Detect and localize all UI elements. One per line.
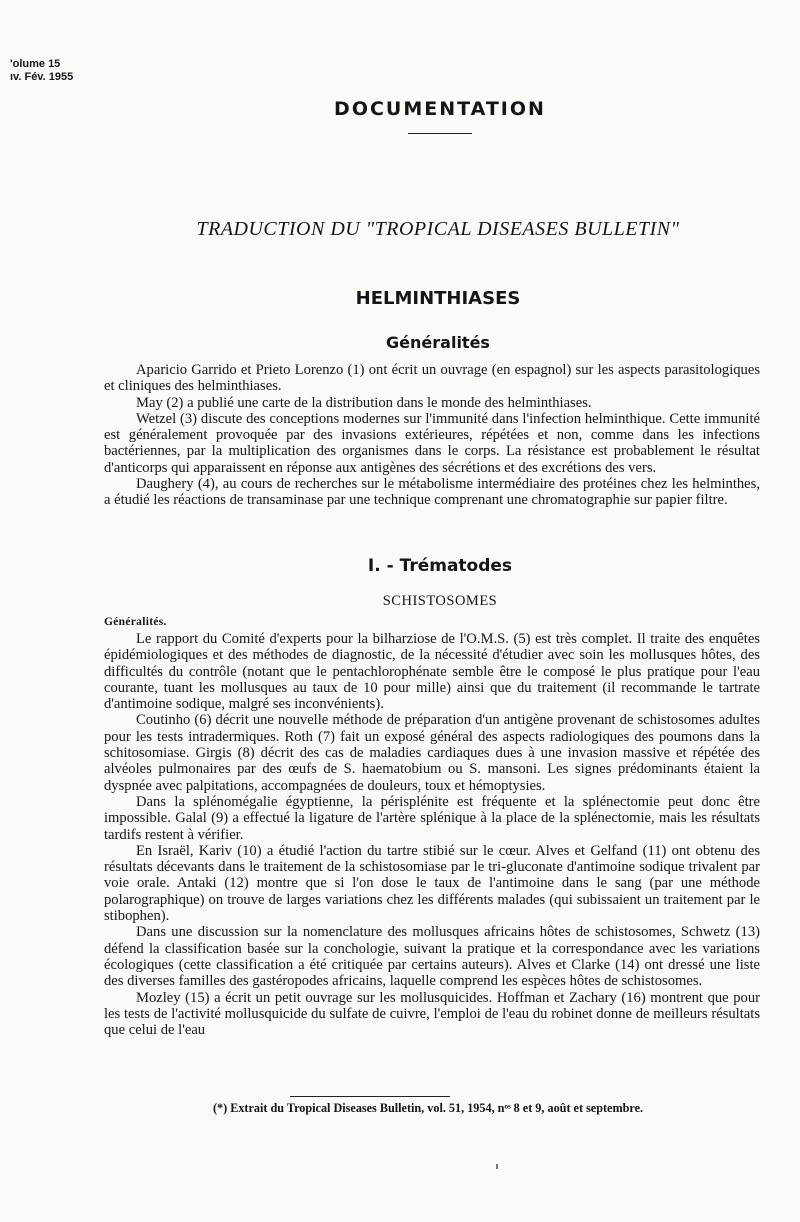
paragraph: Daughery (4), au cours de recherches sur le métabolisme intermédiaire des protéines chez les helminthes, a étudié les réactions de transaminase par une technique comprenant une chromatographie sur papier filtre. bbox=[104, 476, 760, 509]
paragraph: May (2) a publié une carte de la distribution dans le monde des helminthiases. bbox=[136, 394, 592, 411]
schistosomes-title: SCHISTOSOMES bbox=[382, 593, 498, 609]
issue-date: ıv. Fév. 1955 bbox=[10, 71, 74, 83]
footnote: (*) Extrait du Tropical Diseases Bulletin, vol. 51, 1954, nᵒˢ 8 et 9, août et septembre. bbox=[212, 1101, 644, 1115]
subsection-title: Généralités bbox=[386, 333, 490, 352]
chapter-title: I. - Trématodes bbox=[367, 556, 513, 576]
paragraph: En Israël, Kariv (10) a étudié l'action du tartre stibié sur le cœur. Alves et Gelfand (11) ont obtenu des résultats décevants dans le traitement de la schistosomiase par le tri-gluconate d'antimoine sodique trivalent par voie orale. Antaki (12) montre que si l'on dose le taux de l'antimoine dans le sang (par une méthode polarographique) on trouve de larges variations chez les différents malades (qui subissaient un traitement par le stibophen). bbox=[104, 842, 760, 925]
footnote-divider bbox=[290, 1096, 450, 1097]
page-mark bbox=[496, 1164, 498, 1169]
paragraph: Dans une discussion sur la nomenclature des mollusques africains hôtes de schistosomes, Schwetz (13) défend la classification basée sur la conchologie, suivant la pratique et la correspondance avec les variations écologiques (cette classification a été critiquée par certains auteurs). Alves et Clarke (14) ont dressé une liste des diverses familles des gastéropodes africains, laquelle comprend les espèces hôtes de schistosomes. bbox=[104, 924, 760, 990]
section-title: HELMINTHIASES bbox=[355, 288, 521, 309]
paragraph: Mozley (15) a écrit un petit ouvrage sur les mollusquicides. Hoffman et Zachary (16) montrent que pour les tests de l'activité mollusquicide du sulfate de cuivre, l'emploi de l'eau du robinet donne de meilleurs résultats que celui de l'eau bbox=[104, 989, 760, 1039]
title-divider bbox=[408, 133, 472, 134]
paragraph: Dans la splénomégalie égyptienne, la périsplénite est fréquente et la splénectomie peut donc être impossible. Galal (9) a effectué la ligature de l'artère splénique à la place de la splénectomie, mais les résultats tardifs restent à vérifier. bbox=[104, 793, 760, 843]
paragraph: Wetzel (3) discute des conceptions modernes sur l'immunité dans l'infection helminthique. Cette immunité est généralement provoquée par des invasions extérieures, répétées et non, comme dans les infections bactériennes, par la multiplication des organismes dans le corps. La résistance est probablement le résultat d'anticorps qui apparaissent en réponse aux antigènes des sécrétions et des excrétions des vers. bbox=[104, 410, 760, 476]
documentation-title: DOCUMENTATION bbox=[334, 98, 546, 120]
volume-header bbox=[10, 58, 73, 84]
schistosomes-text bbox=[104, 631, 760, 1038]
paragraph: Le rapport du Comité d'experts pour la bilharziose de l'O.M.S. (5) est très complet. Il traite des enquêtes épidémiologiques et des méthodes de diagnostic, de la nécessité d'étudier avec soin les mollusques hôtes, des difficultés du contrôle (notant que le pentachlorophénate semble être le composé le plus pratique pour l'eau courante, tuant les mollusques au taux de 10 pour mille) ainsi que du traitement (il recommande le tartrate d'antimoine sodique, malgré ses inconvénients). bbox=[104, 631, 760, 713]
volume-number: 'olume 15 bbox=[10, 58, 61, 70]
generalites-text bbox=[104, 362, 760, 509]
generalites-subhead: Généralités. bbox=[104, 616, 167, 628]
paragraph: Aparicio Garrido et Prieto Lorenzo (1) ont écrit un ouvrage (en espagnol) sur les aspects parasitologiques et cliniques des helminthiases. bbox=[104, 362, 760, 395]
translation-title: TRADUCTION DU "TROPICAL DISEASES BULLETIN" bbox=[196, 218, 680, 240]
paragraph: Coutinho (6) décrit une nouvelle méthode de préparation d'un antigène provenant de schistosomes adultes pour les tests intradermiques. Roth (7) fait un exposé général des aspects radiologiques des poumons dans la schitosomiase. Girgis (8) décrit des cas de maladies cardiaques dues à une invasion massive et répétée des alvéoles pulmonaires par des œufs de S. haematobium ou S. mansoni. Les signes prédominants étaient la dyspnée avec palpitations, accompagnées de douleurs, toux et hémoptysies. bbox=[104, 712, 760, 794]
